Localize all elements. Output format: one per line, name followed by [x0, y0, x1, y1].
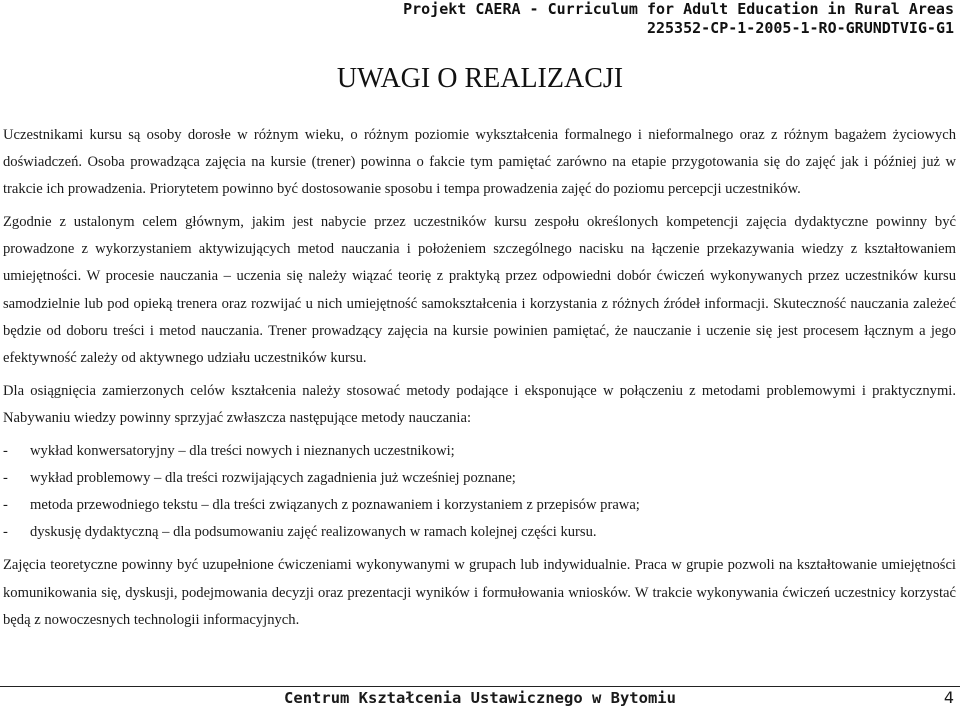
list-marker: - — [3, 443, 8, 460]
list-item-text: wykład problemowy – dla treści rozwijających zagadnienia już wcześniej poznane; — [30, 470, 516, 487]
list-item — [3, 519, 956, 546]
list-item — [3, 492, 956, 519]
list-marker: - — [3, 497, 8, 514]
list-item — [3, 438, 956, 465]
list-item-text: wykład konwersatoryjny – dla treści nowych i nieznanych uczestnikowi; — [30, 443, 455, 460]
list-marker: - — [3, 524, 8, 541]
document-title: UWAGI O REALIZACJI — [336, 63, 624, 94]
methods-list — [3, 438, 956, 546]
page-header — [403, 0, 954, 38]
document-body — [3, 122, 956, 640]
paragraph-participants: Uczestnikami kursu są osoby dorosłe w różnym wieku, o różnym poziomie wykształcenia formalnego i nieformalnego oraz z różnym bagażem życiowych doświadczeń. Osoba prowadząca zajęcia na kursie (trener) powinna o fakcie tym pamiętać zarówno na etapie przygotowania się do zajęć jak i później już w trakcie ich prowadzenia. Priorytetem powinno być dostosowanie sposobu i tempa prowadzenia zajęć do poziomu percepcji uczestników. — [3, 127, 956, 198]
paragraph-methods-intro: Dla osiągnięcia zamierzonych celów kształcenia należy stosować metody podające i eksponujące w połączeniu z metodami problemowymi i praktycznymi. Nabywaniu wiedzy powinny sprzyjać zwłaszcza następujące metody nauczania: — [3, 382, 956, 426]
project-title-line: Projekt CAERA - Curriculum for Adult Education in Rural Areas — [403, 0, 954, 18]
list-item — [3, 465, 956, 492]
paragraph-teaching-methods: Zgodnie z ustalonym celem głównym, jakim jest nabycie przez uczestników kursu zespołu określonych kompetencji zajęcia dydaktyczne powinny być prowadzone z wykorzystaniem aktywizujących metod nauczania i położeniem szczególnego nacisku na łączenie przekazywania wiedzy z kształtowaniem umiejętności. W procesie nauczania – uczenia się należy wiązać teorię z praktyką przez odpowiedni dobór ćwiczeń wykonywanych przez uczestników kursu samodzielnie lub pod opieką trenera oraz rozwijać u nich umiejętność samokształcenia i korzystania z różnych źródeł informacji. Skuteczność nauczania zależeć będzie od doboru treści i metod nauczania. Trener prowadzący zajęcia na kursie powinien pamiętać, że nauczanie i uczenie się jest procesem łącznym a jego efektywność zależy od aktywnego udziału uczestników kursu. — [3, 214, 956, 366]
list-item-text: metoda przewodniego tekstu – dla treści związanych z poznawaniem i korzystaniem z przepisów prawa; — [30, 497, 640, 514]
project-code-line: 225352-CP-1-2005-1-RO-GRUNDTVIG-G1 — [646, 19, 954, 37]
list-item-text: dyskusję dydaktyczną – dla podsumowaniu zajęć realizowanych w ramach kolejnej części kursu. — [30, 524, 597, 541]
page-number: 4 — [943, 688, 954, 707]
footer-institution: Centrum Kształcenia Ustawicznego w Bytomiu — [284, 689, 676, 707]
paragraph-exercises: Zajęcia teoretyczne powinny być uzupełnione ćwiczeniami wykonywanymi w grupach lub indywidualnie. Praca w grupie pozwoli na kształtowanie umiejętności komunikowania się, dyskusji, podejmowania decyzji oraz prezentacji wyników i formułowania wniosków. W trakcie wykonywania ćwiczeń uczestnicy korzystać będą z nowoczesnych technologii informacyjnych. — [3, 557, 956, 628]
list-marker: - — [3, 470, 8, 487]
page-footer — [0, 686, 960, 709]
